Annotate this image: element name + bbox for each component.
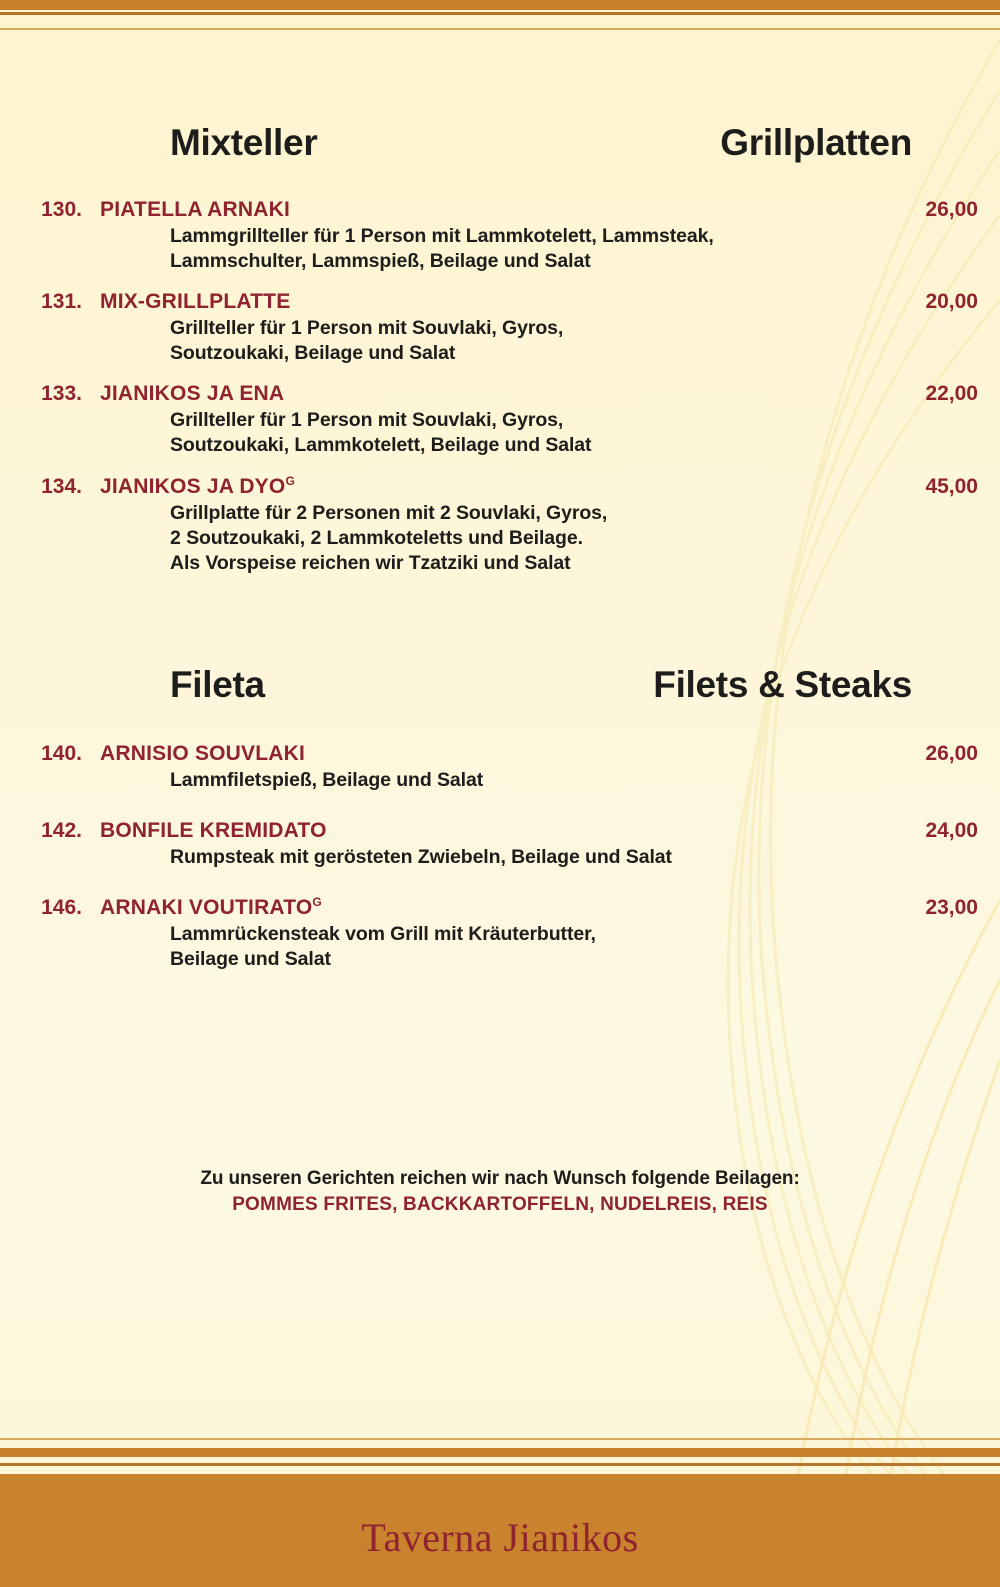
menu-item-description: Grillplatte für 2 Personen mit 2 Souvlaki, Gyros, 2 Soutzoukaki, 2 Lammkoteletts und Beilage. Als Vorspeise reichen wir Tzatziki und Salat <box>170 501 608 574</box>
menu-item-name: ARNAKI $VOUTIRATO^G$ <box>100 895 322 920</box>
menu-item-description: Grillteller für 1 Person mit Souvlaki, Gyros, Soutzoukaki, Beilage und Salat <box>170 316 564 364</box>
menu-item-description: Lammrückensteak vom Grill mit Kräuterbutter, Beilage und Salat <box>170 923 596 971</box>
side-dishes-note-line2: POMMES FRITES, BACKKARTOFFELN, NUDELREIS, REIS <box>232 1194 768 1216</box>
menu-item-number: 146. <box>41 896 82 920</box>
menu-item-name: JIANIKOS JA ENA <box>100 381 285 405</box>
menu-item-name: BONFILE KREMIDATO <box>100 818 327 842</box>
menu-item-header <box>0 382 1000 406</box>
menu-item-description: Lammgrillteller für 1 Person mit Lammkotelett, Lammsteak, Lammschulter, Lammspieß, Beilage und Salat <box>170 225 714 272</box>
menu-item-description: Rumpsteak mit gerösteten Zwiebeln, Beilage und Salat <box>170 845 672 868</box>
side-dishes-note <box>0 1168 1000 1216</box>
menu-item-header <box>0 290 1000 314</box>
section-german-title: Filets & Steaks <box>653 663 912 705</box>
menu-item-description: Lammfiletspieß, Beilage und Salat <box>170 768 484 791</box>
menu-item-price: 23,00 <box>925 896 978 920</box>
menu-item[interactable] <box>0 198 1000 274</box>
menu-item-number: 130. <box>41 198 82 221</box>
menu-item-number: 140. <box>41 741 82 765</box>
menu-item-price: 26,00 <box>925 741 978 765</box>
menu-item-number: 133. <box>41 381 82 405</box>
menu-item-header <box>0 819 1000 843</box>
menu-item-name: JIANIKOS JA $DYO^G$ <box>100 473 295 498</box>
menu-item-name: PIATELLA ARNAKI <box>100 198 291 221</box>
bottom-rule-medium <box>0 1463 1000 1466</box>
menu-item-description: Grillteller für 1 Person mit Souvlaki, Gyros, Soutzoukaki, Lammkotelett, Beilage und Salat <box>170 408 592 456</box>
menu-item-header <box>0 474 1000 499</box>
menu-item-header <box>0 198 1000 222</box>
section-heading-grillplatten <box>170 122 912 164</box>
menu-item-number: 134. <box>41 474 82 498</box>
menu-item-number: 142. <box>41 818 82 842</box>
section-heading-filets <box>170 664 912 706</box>
menu-item-header <box>0 895 1000 920</box>
menu-item[interactable] <box>0 290 1000 366</box>
menu-item-name: MIX-GRILLPLATTE <box>100 289 291 313</box>
section-greek-title: Fileta <box>170 663 265 705</box>
menu-item[interactable] <box>0 742 1000 793</box>
section-german-title: Grillplatten <box>720 122 912 163</box>
menu-item[interactable] <box>0 895 1000 972</box>
menu-item-price: 20,00 <box>925 289 978 313</box>
menu-item-list-filets <box>0 742 1000 973</box>
bottom-rule-thin <box>0 1438 1000 1440</box>
section-greek-title: Mixteller <box>170 122 318 163</box>
allergen-marker: G <box>312 895 322 910</box>
side-dishes-note-line1: Zu unseren Gerichten reichen wir nach Wunsch folgende Beilagen: <box>200 1168 800 1190</box>
restaurant-logo: Taverna Jianikos <box>361 1515 639 1560</box>
menu-item-price: 45,00 <box>925 474 978 498</box>
allergen-marker: G <box>285 473 295 488</box>
menu-item[interactable] <box>0 819 1000 870</box>
menu-item[interactable] <box>0 382 1000 458</box>
menu-item-price: 22,00 <box>925 381 978 405</box>
menu-item-name: ARNISIO SOUVLAKI <box>100 741 306 765</box>
bottom-rule-thick <box>0 1448 1000 1457</box>
menu-item-header <box>0 742 1000 766</box>
menu-item-price: 24,00 <box>925 818 978 842</box>
menu-item[interactable] <box>0 474 1000 576</box>
menu-item-price: 26,00 <box>925 198 978 221</box>
menu-item-list-grillplatten <box>0 198 1000 576</box>
menu-item-number: 131. <box>41 289 82 313</box>
